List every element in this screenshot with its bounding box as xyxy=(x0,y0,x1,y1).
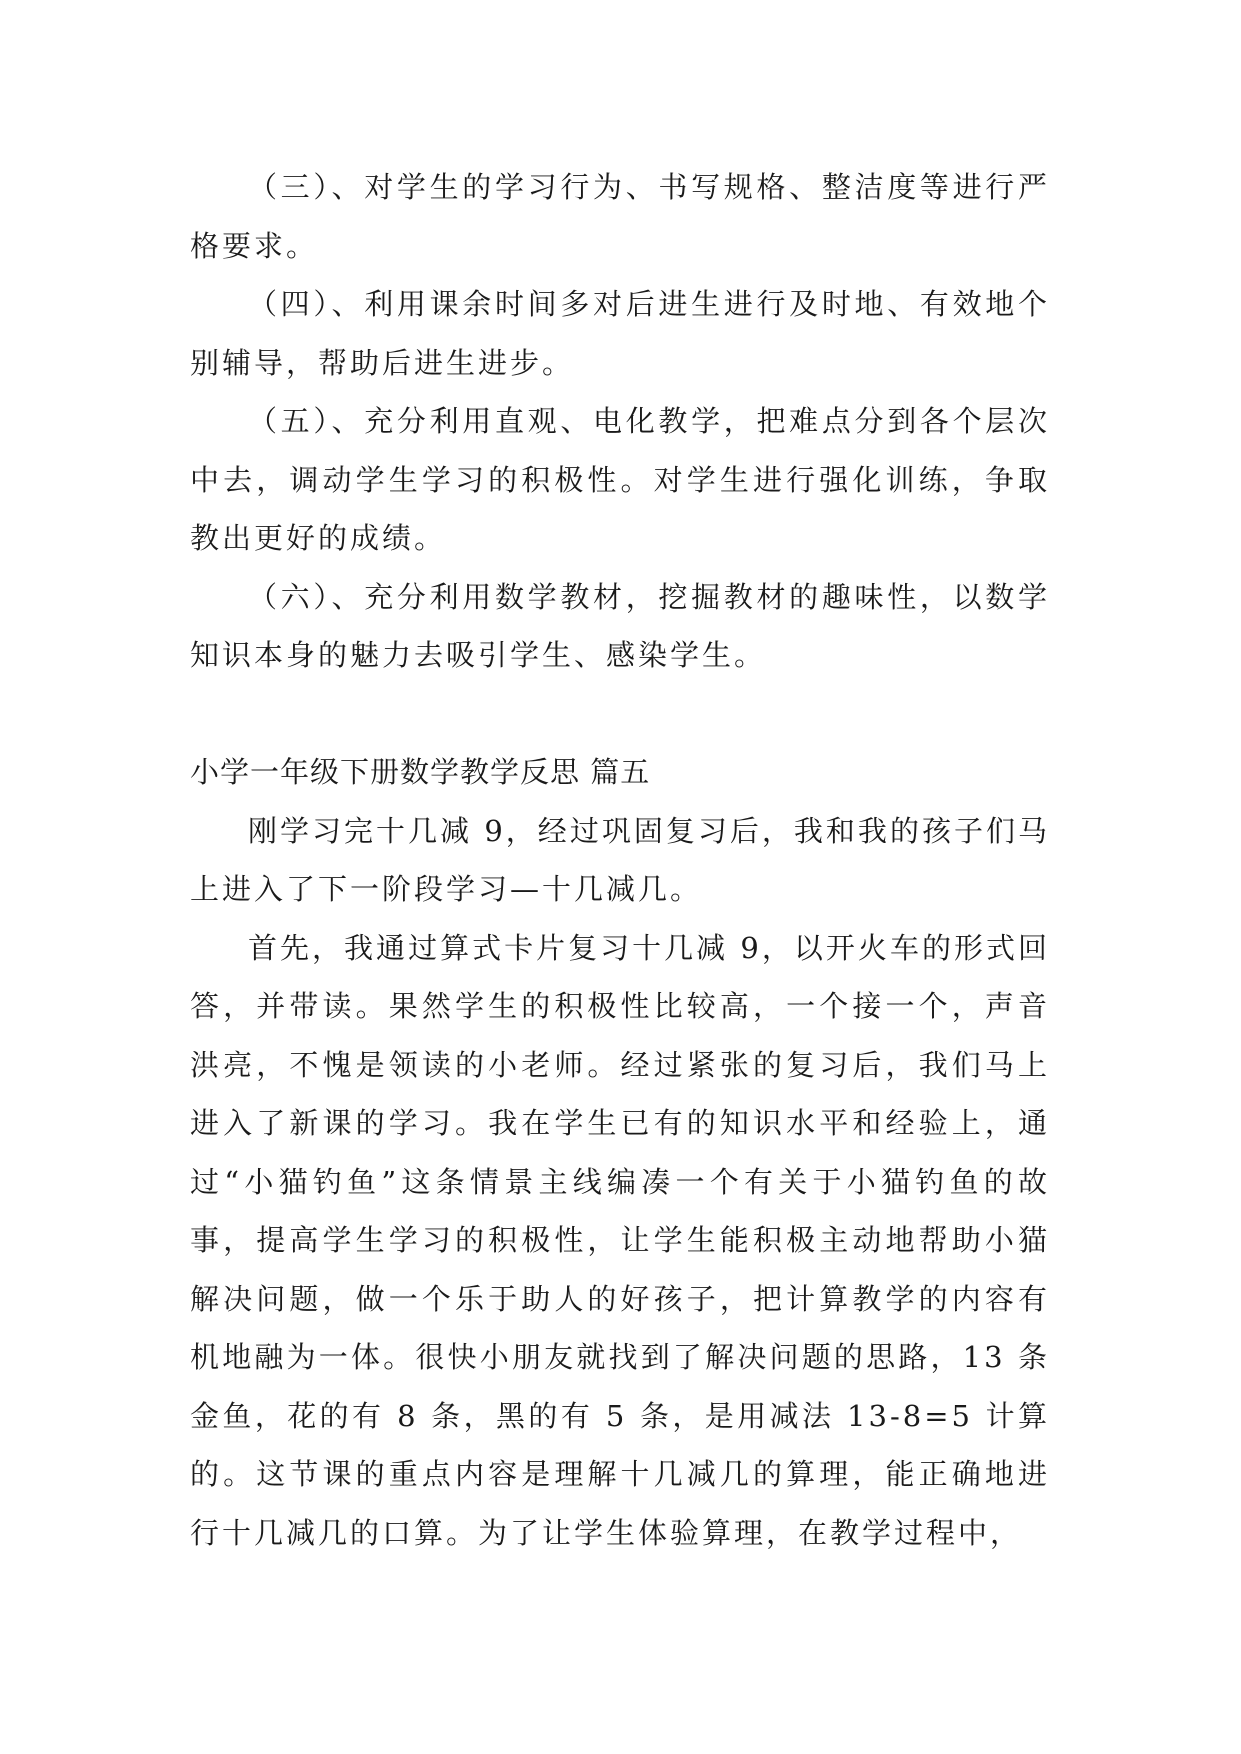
paragraph-intro: 刚学习完十几减 9，经过巩固复习后，我和我的孩子们马上进入了下一阶段学习—十几减几。 xyxy=(190,813,1050,906)
document-body xyxy=(190,158,1050,1562)
paragraph-item-6: （六）、充分利用数学教材，挖掘教材的趣味性，以数学知识本身的魅力去吸引学生、感染学生。 xyxy=(190,579,1050,672)
paragraph-item-4: （四）、利用课余时间多对后进生进行及时地、有效地个别辅导，帮助后进生进步。 xyxy=(190,287,1050,380)
section-heading: 小学一年级下册数学教学反思 篇五 xyxy=(190,755,651,789)
paragraph-main: 首先，我通过算式卡片复习十几减 9，以开火车的形式回答，并带读。果然学生的积极性比较高，一个接一个，声音洪亮，不愧是领读的小老师。经过紧张的复习后，我们马上进入了新课的学习。我在学生已有的知识水平和经验上，通过“小猫钓鱼”这条情景主线编凑一个有关于小猫钓鱼的故事，提高学生学习的积极性，让学生能积极主动地帮助小猫解决问题，做一个乐于助人的好孩子，把计算教学的内容有机地融为一体。很快小朋友就找到了解决问题的思路，13 条金鱼，花的有 8 条，黑的有 5 条，是用减法 13-8=5 计算的。这节课的重点内容是理解十几减几的算理，能正确地进行十几减几的口算。为了让学生体验算理，在教学过程中， xyxy=(190,930,1050,1550)
paragraph-item-5: （五）、充分利用直观、电化教学，把难点分到各个层次中去，调动学生学习的积极性。对学生进行强化训练，争取教出更好的成绩。 xyxy=(190,404,1050,555)
paragraph-item-3: （三）、对学生的学习行为、书写规格、整洁度等进行严格要求。 xyxy=(190,170,1050,263)
section-spacer xyxy=(190,685,1050,744)
